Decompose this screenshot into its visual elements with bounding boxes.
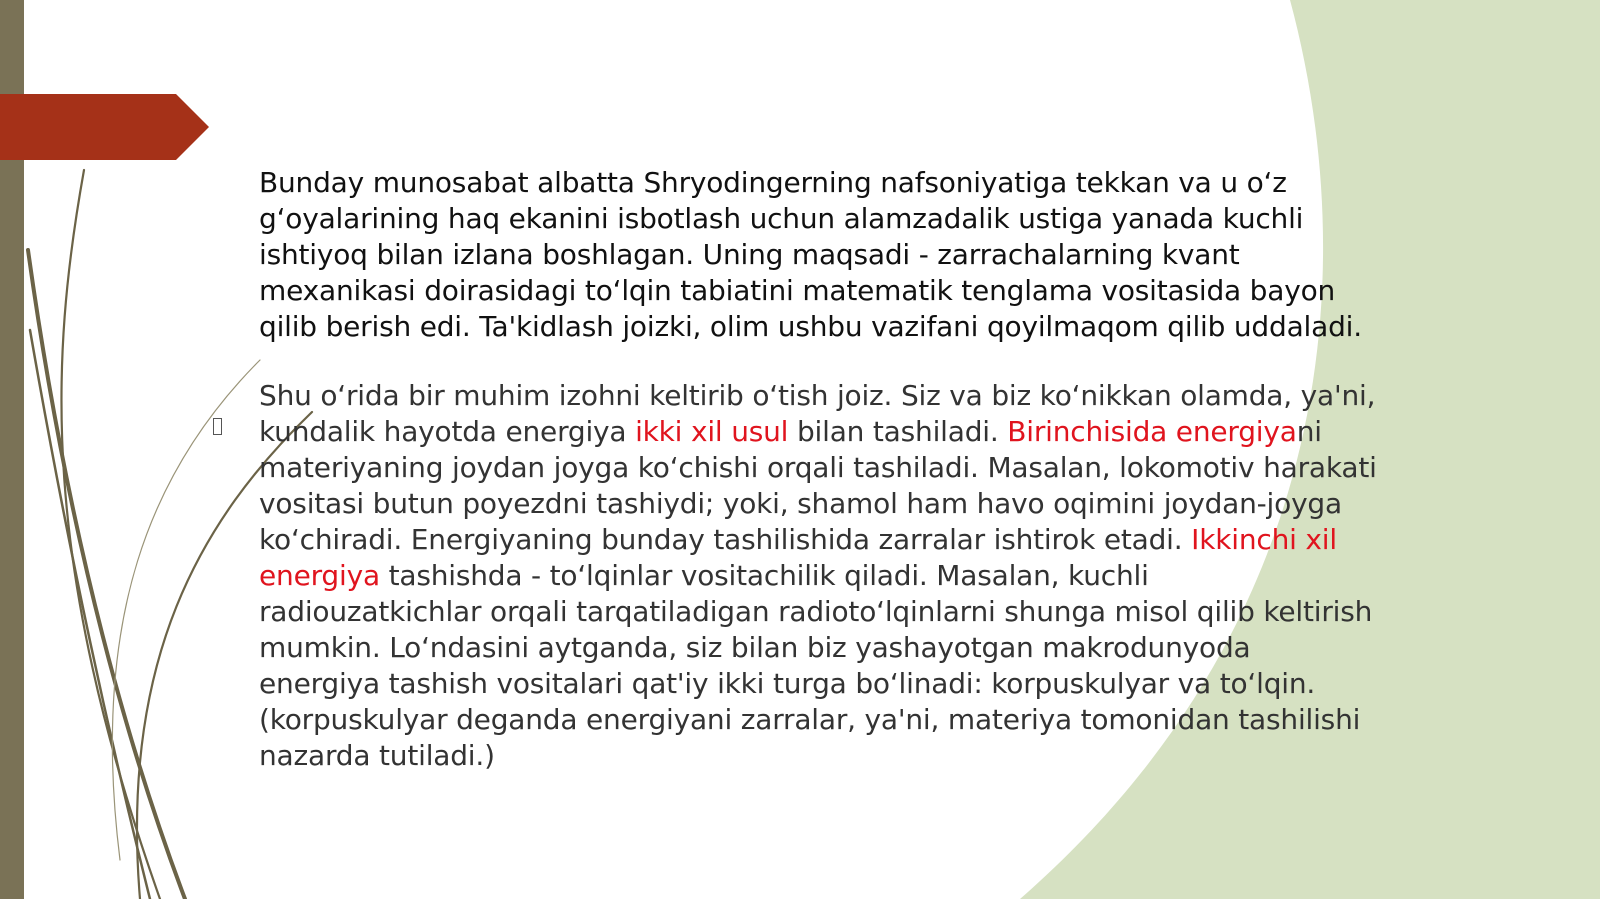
paragraph-2-text: ni materiyaning joydan joyga ko‘chishi orqali tashiladi. Masalan, lokomotiv harakati vositasi butun poyezdni tashiydi; yoki, shamol ham havo oqimini joydan-joyga ko‘chiradi. Energiyaning bunday tashilishida zarralar ishtirok etadi. (259, 415, 1377, 556)
slide-content (259, 165, 1379, 774)
highlight-ikkinchi-xil-energiya: Ikkinchi xil energiya (259, 523, 1337, 592)
highlight-ikki-xil-usul: ikki xil usul (635, 415, 789, 448)
paragraph-2-text: tashishda - to‘lqinlar vositachilik qiladi. Masalan, kuchli radiouzatkichlar orqali tarqatiladigan radioto‘lqinlarni shunga misol qilib keltirish mumkin. Lo‘ndasini aytganda, siz bilan biz yashayotgan makrodunyoda energiya tashish vositalari qat'iy ikki turga bo‘linadi: korpuskulyar va to‘lqin. (korpuskulyar deganda energiyani zarralar, ya'ni, materiya tomonidan tashilishi nazarda tutiladi.) (259, 559, 1373, 772)
paragraph-1: Bunday munosabat albatta Shryodingerning nafsoniyatiga tekkan va u o‘z g‘oyalarining haq ekanini isbotlash uchun alamzadalik ustiga yanada kuchli ishtiyoq bilan izlana boshlagan. Uning maqsadi - zarrachalarning kvant mexanikasi doirasidagi to‘lqin tabiatini matematik tenglama vositasida bayon qilib berish edi. Ta'kidlash joizki, olim ushbu vazifani qoyilmaqom qilib uddaladi. (259, 166, 1362, 343)
arrow-banner (0, 94, 209, 160)
paragraph-2-text: Shu o‘rida bir muhim izohni keltirib o‘tish joiz. Siz va biz ko‘nikkan olamda, ya'ni, kundalik hayotda energiya (259, 379, 1376, 448)
square-bullet-icon (213, 418, 222, 435)
paragraph-2 (259, 378, 1379, 774)
paragraph-2-text: bilan tashiladi. (788, 415, 1008, 448)
highlight-birinchisida-energiya: Birinchisida energiya (1007, 415, 1297, 448)
